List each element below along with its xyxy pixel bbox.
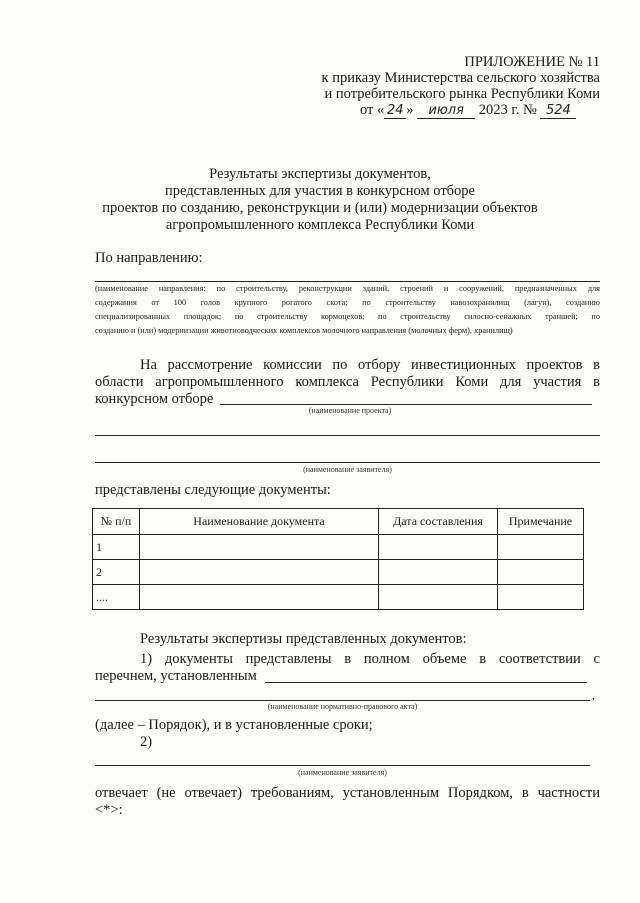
row-number: 2 [93, 560, 140, 585]
date-month: июля [417, 104, 475, 119]
table-row [93, 535, 584, 560]
row-note [498, 535, 584, 560]
results-item2: 2) [140, 734, 153, 750]
title-line-1: Результаты экспертизы документов, [209, 166, 431, 182]
title-line-4: агропромышленного комплекса Республики Коми [165, 217, 475, 233]
order-reference-line1: к приказу Министерства сельского хозяйства [321, 70, 600, 86]
row-note [498, 585, 584, 610]
normative-act-caption: (наименование нормативно-правового акта) [267, 702, 418, 711]
title-line-3: проектов по созданию, реконструкции и (или) модернизации объектов [102, 200, 538, 216]
date-mid: » [406, 102, 414, 118]
order-number: 524 [540, 104, 576, 119]
table-header-row [93, 509, 584, 535]
docs-presented-label: представлены следующие документы: [95, 482, 331, 498]
row-note [498, 560, 584, 585]
order-date-line [360, 102, 610, 119]
direction-caption-line-3: специализированных площадок; по строительству кормоцехов; по строительству силосно-сенажных траншей; по [95, 312, 600, 321]
row-date [379, 585, 498, 610]
commission-line-2: области агропромышленного комплекса Республики Коми для участия в [95, 374, 600, 390]
applicant2-caption: (наименование заявителя) [298, 768, 387, 777]
date-prefix: от « [360, 102, 385, 118]
results-item1-line2: перечнем, установленным [95, 668, 257, 684]
procedure-text: (далее – Порядок), и в установленные сроки; [95, 717, 373, 733]
appendix-title: ПРИЛОЖЕНИЕ № 11 [464, 54, 600, 70]
applicant2-underline [95, 765, 590, 766]
table-row [93, 560, 584, 585]
table-row [93, 585, 584, 610]
direction-caption-line-2: содержания от 100 голов крупного рогатого скота; по строительству навозохранилищ (лагун), созданию [95, 298, 600, 307]
row-document-name [140, 535, 379, 560]
date-suffix: г. № [511, 102, 537, 118]
row-number: 1 [93, 535, 140, 560]
col-date-header: Дата составления [379, 509, 498, 535]
commission-line-3: конкурсном отборе [95, 391, 214, 407]
normative-act-underline-1 [265, 682, 587, 683]
direction-caption-line-4: созданию и (или) модернизации животноводческих комплексов молочного направления (молочных ферм), хранилищ) [95, 326, 513, 335]
complies-line2: <*>: [95, 802, 123, 818]
col-note-header: Примечание [498, 509, 584, 535]
normative-comma: , [592, 690, 595, 702]
document-title [60, 166, 580, 234]
row-number: .... [93, 585, 140, 610]
row-document-name [140, 560, 379, 585]
results-heading: Результаты экспертизы представленных документов: [140, 631, 467, 647]
project-underline [220, 404, 592, 405]
blank-underline-1 [95, 435, 600, 436]
row-document-name [140, 585, 379, 610]
row-date [379, 535, 498, 560]
title-line-2: представленных для участия в конкурсном отборе [164, 183, 475, 199]
col-number-header: № п/п [93, 509, 140, 535]
results-item1-line1: 1) документы представлены в полном объеме в соответствии с [140, 651, 600, 667]
applicant-underline [95, 462, 600, 463]
row-date [379, 560, 498, 585]
direction-caption [95, 282, 600, 338]
normative-act-underline-2 [95, 700, 590, 701]
applicant-caption: (наименование заявителя) [303, 465, 392, 474]
commission-line-1: На рассмотрение комиссии по отбору инвестиционных проектов в [140, 357, 600, 373]
direction-label: По направлению: [95, 250, 203, 266]
documents-table [92, 508, 584, 610]
date-day: 24 [384, 104, 406, 119]
project-caption: (наименование проекта) [308, 406, 392, 415]
date-year: 2023 [478, 102, 508, 118]
order-reference-line2: и потребительского рынка Республики Коми [324, 86, 600, 102]
complies-line1: отвечает (не отвечает) требованиям, установленным Порядком, в частности [95, 785, 600, 801]
direction-caption-line-1: (наименование направления: по строительству, реконструкции зданий, строений и сооружений, предназначенных для [95, 284, 600, 293]
col-document-name-header: Наименование документа [140, 509, 379, 535]
